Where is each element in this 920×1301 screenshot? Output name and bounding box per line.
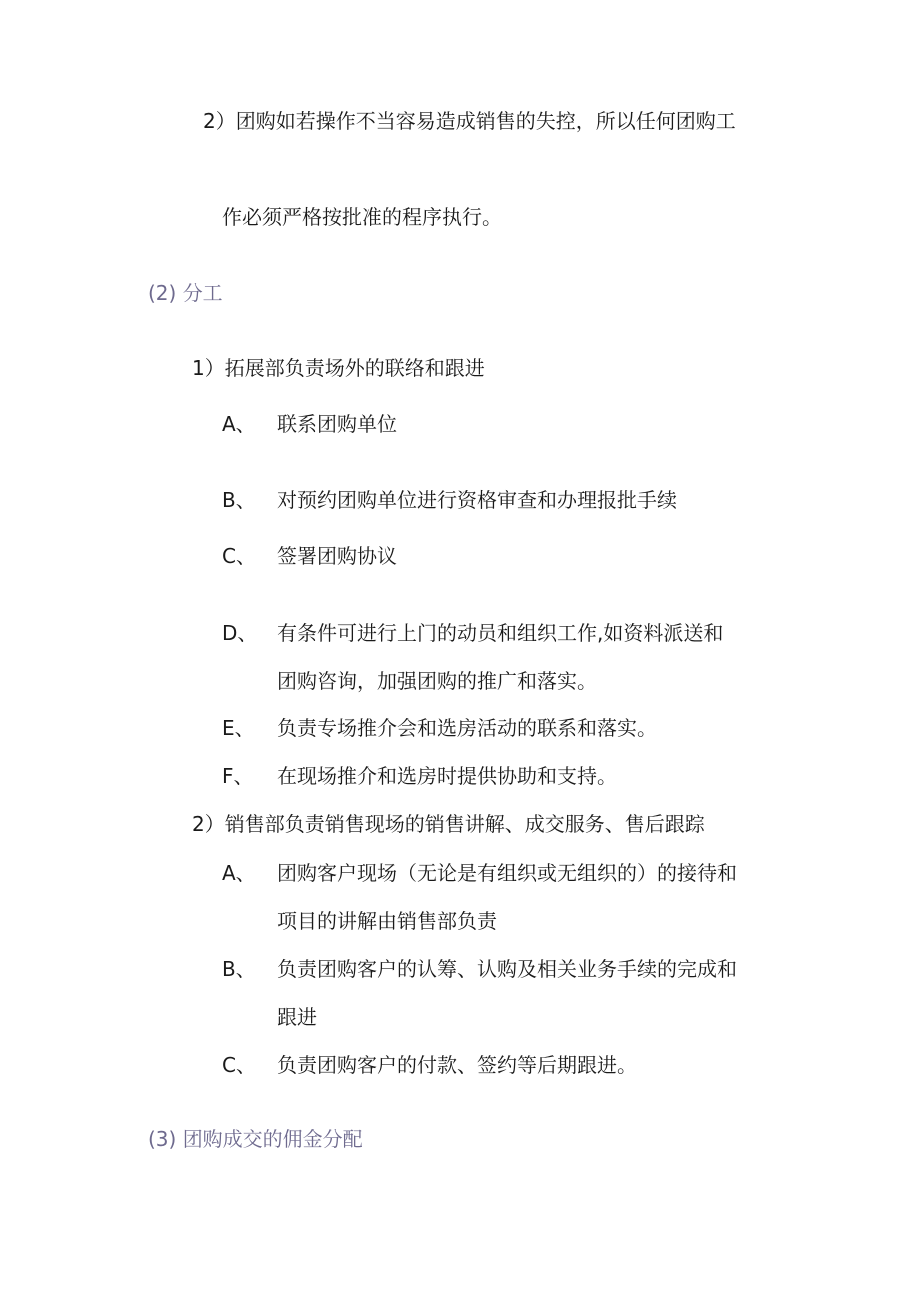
- section-3-heading: (3) 团购成交的佣金分配: [148, 1127, 363, 1151]
- item-marker-d: D、: [222, 621, 258, 645]
- item-text: 签署团购协议: [277, 544, 397, 568]
- item-text: 负责团购客户的认筹、认购及相关业务手续的完成和: [277, 957, 737, 981]
- subsection-1-title: 1）拓展部负责场外的联络和跟进: [192, 356, 485, 380]
- item-text-continuation: 项目的讲解由销售部负责: [277, 909, 497, 933]
- item-marker-e: E、: [222, 716, 255, 740]
- item-marker-b: B、: [222, 957, 256, 981]
- item-text-continuation: 跟进: [277, 1005, 317, 1029]
- item-text: 有条件可进行上门的动员和组织工作,如资料派送和: [277, 621, 724, 645]
- item-marker-c: C、: [222, 544, 256, 568]
- item-text: 联系团购单位: [277, 412, 397, 436]
- item-text: 负责专场推介会和选房活动的联系和落实。: [277, 716, 657, 740]
- item-marker-c: C、: [222, 1053, 256, 1077]
- item-text: 对预约团购单位进行资格审查和办理报批手续: [277, 488, 677, 512]
- subsection-2-title: 2）销售部负责销售现场的销售讲解、成交服务、售后跟踪: [192, 812, 705, 836]
- item-text: 负责团购客户的付款、签约等后期跟进。: [277, 1053, 637, 1077]
- item-text-continuation: 团购咨询，加强团购的推广和落实。: [277, 669, 597, 693]
- item-marker-a: A、: [222, 412, 256, 436]
- item-marker-a: A、: [222, 861, 256, 885]
- item-text: 在现场推介和选房时提供协助和支持。: [277, 764, 617, 788]
- intro-line-2: 作必须严格按批准的程序执行。: [222, 205, 502, 229]
- item-text: 团购客户现场（无论是有组织或无组织的）的接待和: [277, 861, 737, 885]
- section-2-heading: (2) 分工: [148, 281, 223, 305]
- item-marker-f: F、: [222, 764, 254, 788]
- intro-line-1: 2）团购如若操作不当容易造成销售的失控，所以任何团购工: [203, 109, 736, 133]
- item-marker-b: B、: [222, 488, 256, 512]
